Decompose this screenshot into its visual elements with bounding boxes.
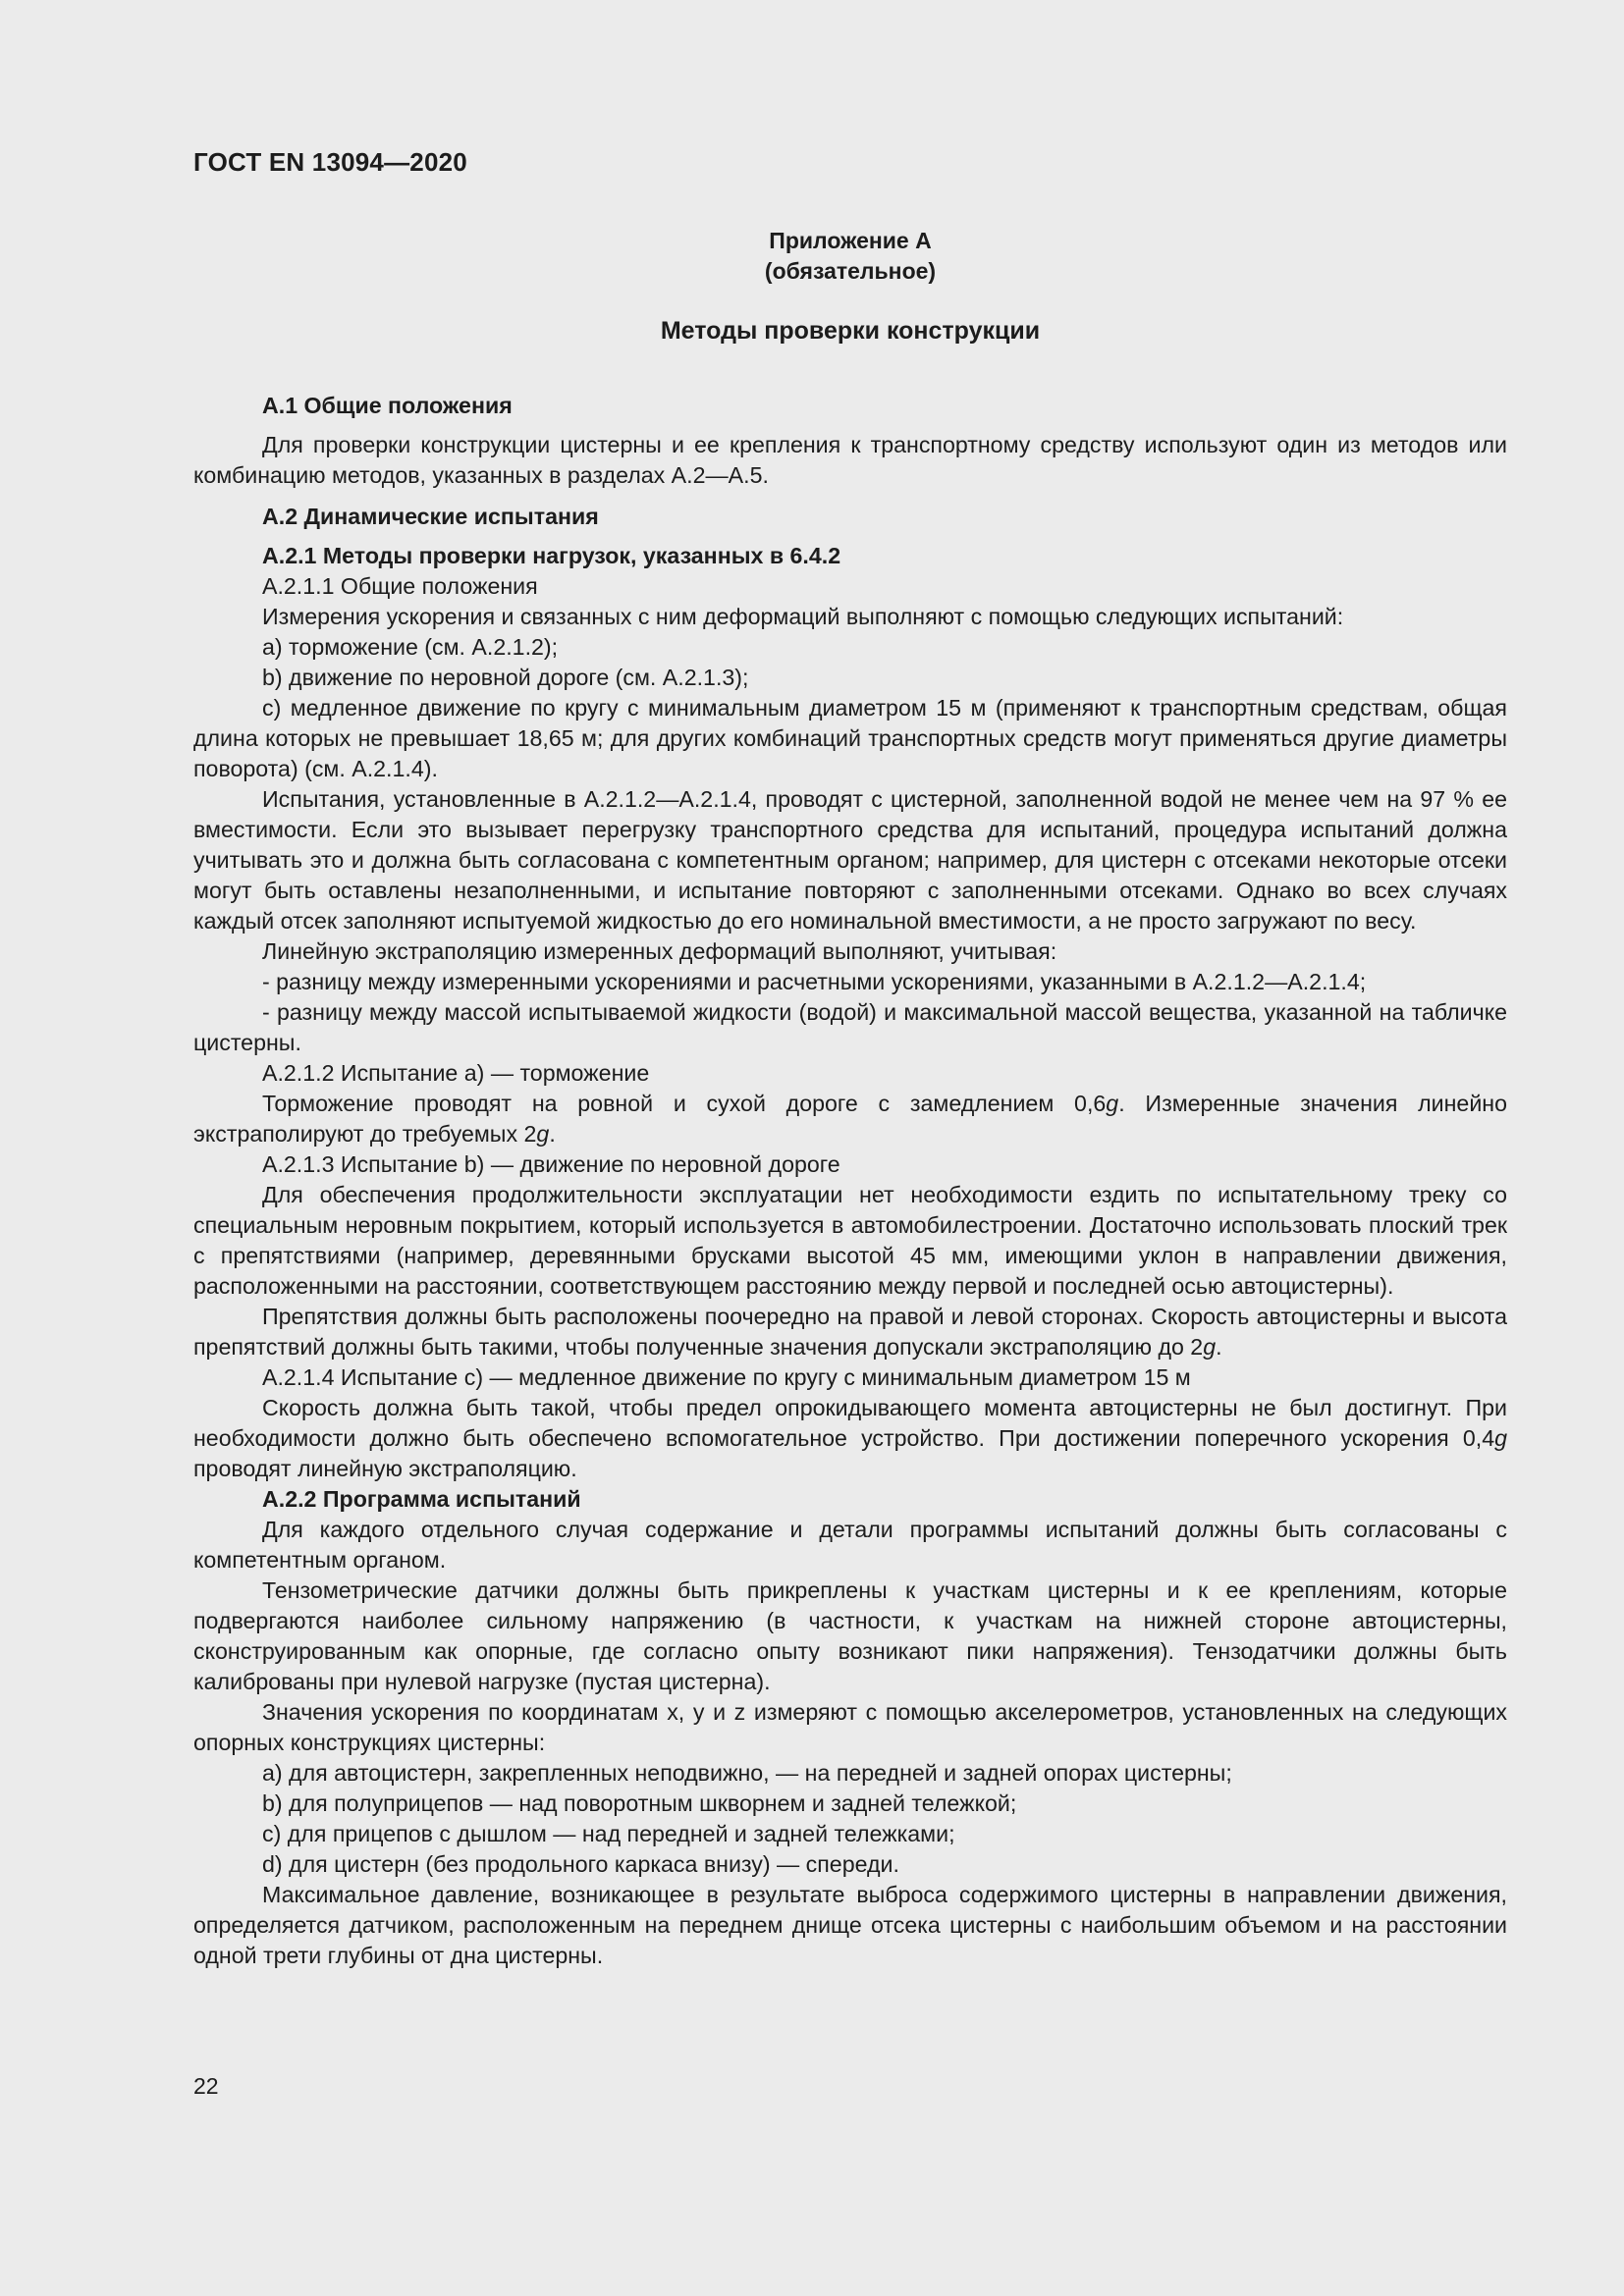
paragraph-a22-pressure: Максимальное давление, возникающее в результате выброса содержимого цистерны в направлении движения, определяется датчиком, расположенным на переднем днище отсека цистерны с наибольшим объемом и на расстоянии одной трети глубины от дна цистерны. (193, 1882, 1507, 1968)
paragraph-a211-intro: Измерения ускорения и связанных с ним деформаций выполняют с помощью следующих испытаний: (262, 604, 1344, 629)
section-heading-a212: А.2.1.2 Испытание a) — торможение (262, 1060, 650, 1086)
paragraph-a22-program: Для каждого отдельного случая содержание и детали программы испытаний должны быть согласованы с компетентным органом. (193, 1517, 1507, 1573)
section-heading-a22: А.2.2 Программа испытаний (262, 1486, 581, 1512)
section-heading-a2: А.2 Динамические испытания (262, 504, 599, 529)
list-item-c: c) для прицепов с дышлом — над передней и задней тележками; (262, 1821, 955, 1846)
section-heading-a1: А.1 Общие положения (262, 393, 513, 418)
paragraph-a212: Торможение проводят на ровной и сухой дороге с замедлением 0,6g. Измеренные значения линейно экстраполируют до требуемых 2g. (193, 1091, 1507, 1147)
annex-kind: (обязательное) (764, 258, 937, 284)
page-number: 22 (193, 2073, 219, 2099)
paragraph-a1: Для проверки конструкции цистерны и ее крепления к транспортному средству используют один из методов или комбинацию методов, указанных в разделах А.2—А.5. (193, 432, 1507, 488)
list-item-a: a) для автоцистерн, закрепленных неподвижно, — на передней и задней опорах цистерны; (262, 1760, 1232, 1786)
list-item-b: b) движение по неровной дороге (см. А.2.1.3); (262, 665, 749, 690)
list-item-b: b) для полуприцепов — над поворотным шкворнем и задней тележкой; (262, 1790, 1017, 1816)
paragraph-a214: Скорость должна быть такой, чтобы предел опрокидывающего момента автоцистерны не был достигнут. При необходимости должно быть обеспечено вспомогательное устройство. При достижении поперечного ускорения 0,4g проводят линейную экстраполяцию. (193, 1395, 1507, 1481)
annex-name: Методы проверки конструкции (660, 317, 1041, 345)
annex-title: Приложение А (769, 228, 932, 253)
paragraph-a213-obstacles: Препятствия должны быть расположены поочередно на правой и левой сторонах. Скорость автоцистерны и высота препятствий должны быть такими, чтобы полученные значения допускали экстраполяцию до 2g. (193, 1304, 1507, 1360)
standard-header: ГОСТ EN 13094—2020 (193, 147, 467, 177)
dash-item-1: - разницу между измеренными ускорениями и расчетными ускорениями, указанными в А.2.1.2—А.2.1.4; (262, 969, 1367, 994)
list-item-a: a) торможение (см. А.2.1.2); (262, 634, 559, 660)
section-heading-a211: А.2.1.1 Общие положения (262, 573, 538, 599)
list-item-c: c) медленное движение по кругу с минимальным диаметром 15 м (применяют к транспортным средствам, общая длина которых не превышает 18,65 м; для других комбинаций транспортных средств могут применяться другие диаметры поворота) (см. А.2.1.4). (193, 695, 1507, 781)
paragraph-a211-filling: Испытания, установленные в А.2.1.2—А.2.1.4, проводят с цистерной, заполненной водой не менее чем на 97 % ее вместимости. Если это вызывает перегрузку транспортного средства для испытаний, процедура испытаний должна учитывать это и должна быть согласована с компетентным органом; например, для цистерн с отсеками некоторые отсеки могут быть оставлены незаполненными, и испытание повторяют с заполненными отсеками. Однако во всех случаях каждый отсек заполняют испытуемой жидкостью до его номинальной вместимости, а не просто загружают по весу. (193, 786, 1507, 934)
list-item-d: d) для цистерн (без продольного каркаса внизу) — спереди. (262, 1851, 899, 1877)
paragraph-a211-extrapolation: Линейную экстраполяцию измеренных деформаций выполняют, учитывая: (262, 938, 1057, 964)
paragraph-a213-track: Для обеспечения продолжительности эксплуатации нет необходимости ездить по испытательному треку со специальным неровным покрытием, который используется в автомобилестроении. Достаточно использовать плоский трек с препятствиями (например, деревянными брусками высотой 45 мм, имеющими уклон в направлении движения, расположенными на расстоянии, соответствующем расстоянию между первой и последней осью автоцистерны). (193, 1182, 1507, 1299)
section-heading-a214: А.2.1.4 Испытание c) — медленное движение по кругу с минимальным диаметром 15 м (262, 1364, 1191, 1390)
dash-item-2: - разницу между массой испытываемой жидкости (водой) и максимальной массой вещества, указанной на табличке цистерны. (193, 999, 1507, 1055)
section-heading-a21: А.2.1 Методы проверки нагрузок, указанных в 6.4.2 (262, 543, 841, 568)
section-heading-a213: А.2.1.3 Испытание b) — движение по неровной дороге (262, 1151, 840, 1177)
paragraph-a22-accelerometers: Значения ускорения по координатам x, y и z измеряют с помощью акселерометров, установленных на следующих опорных конструкциях цистерны: (193, 1699, 1507, 1755)
paragraph-a22-strain-gauges: Тензометрические датчики должны быть прикреплены к участкам цистерны и к ее креплениям, которые подвергаются наиболее сильному напряжению (в частности, к участкам на нижней стороне автоцистерны, сконструированным как опорные, где согласно опыту возникают пики напряжения). Тензодатчики должны быть калиброваны при нулевой нагрузке (пустая цистерна). (193, 1577, 1507, 1694)
document-body (193, 391, 1507, 1971)
